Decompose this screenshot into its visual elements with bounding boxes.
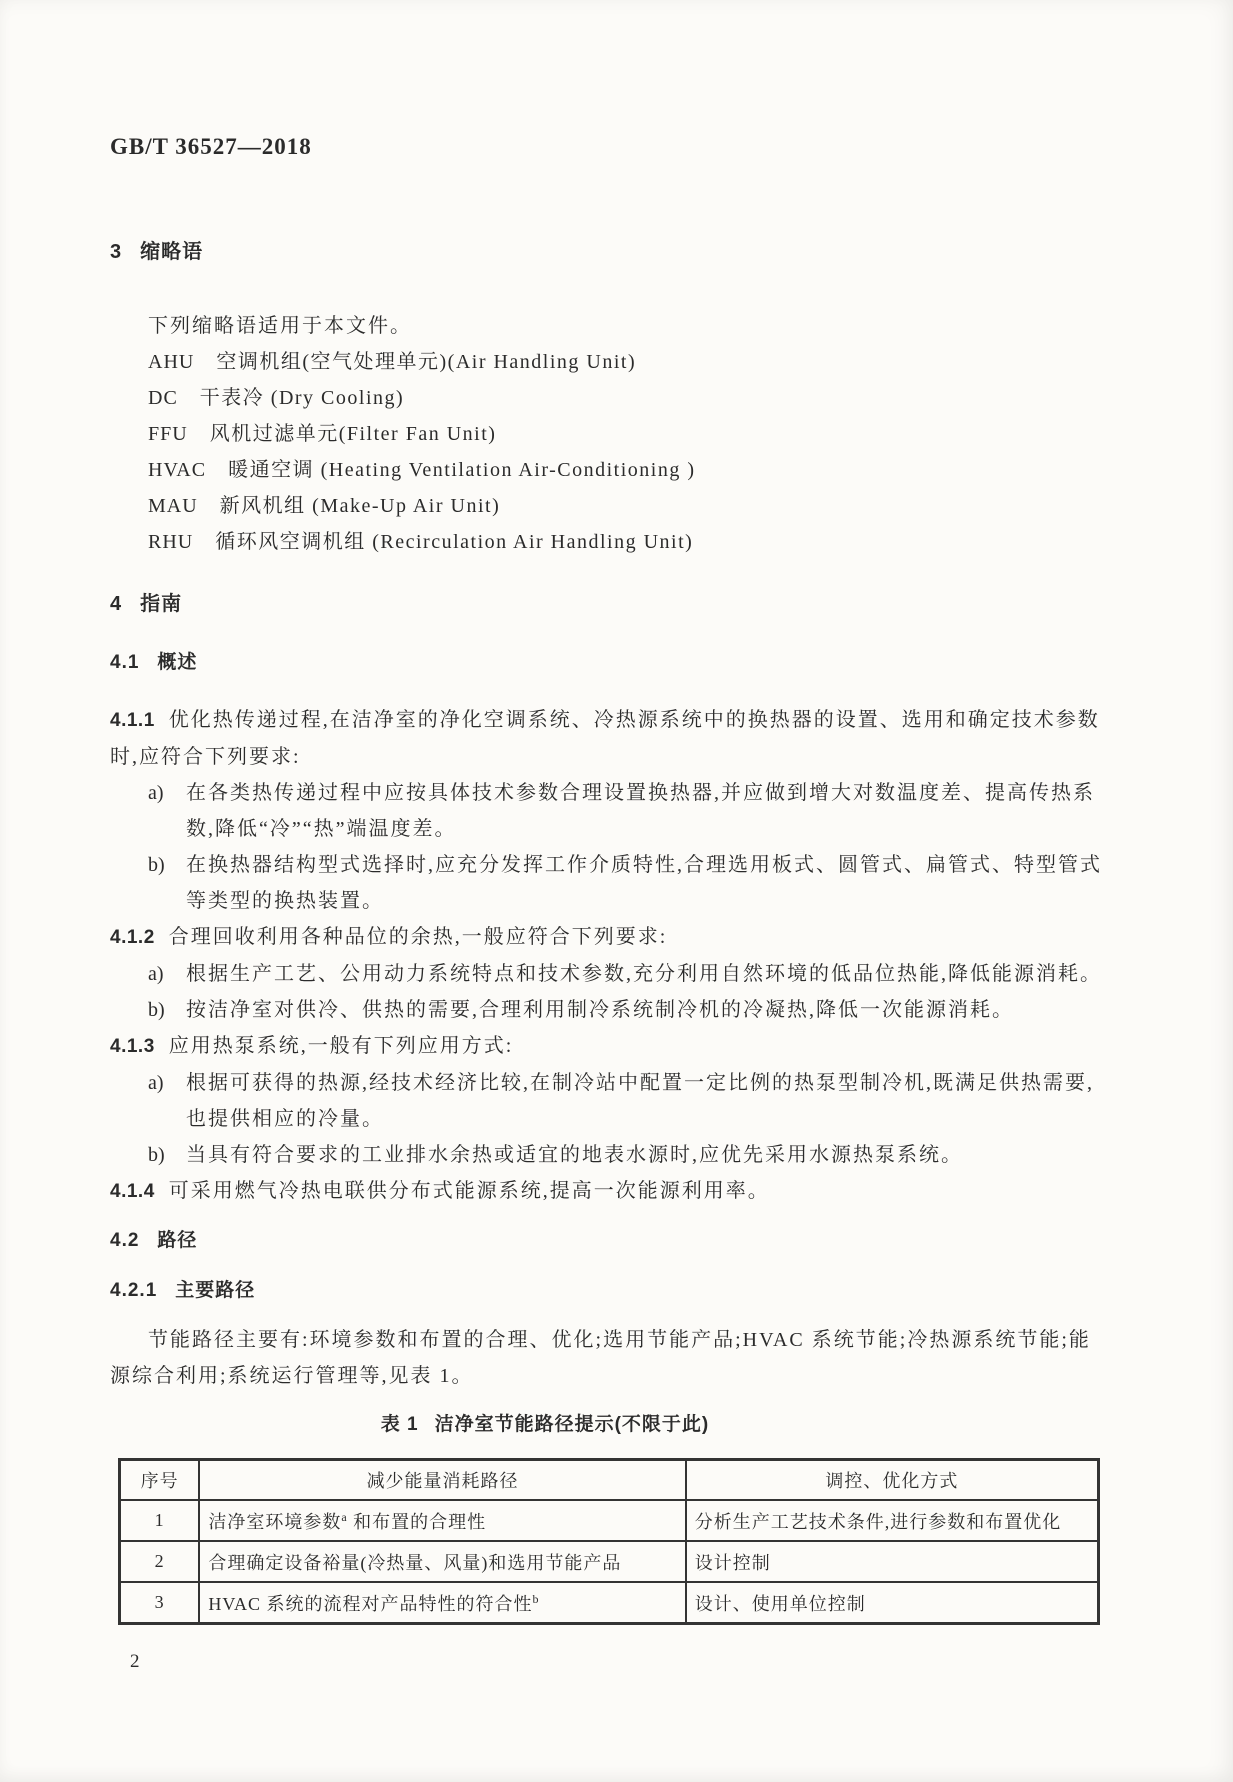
clause-4-1-2 [110,919,1110,956]
list-letter: b) [148,1144,165,1166]
abbreviation-item-ahu [148,344,1110,380]
section-4-2-title: 路径 [157,1230,198,1251]
abbr-intro: 下列缩略语适用于本文件。 [148,315,412,337]
table-1 [118,1458,1100,1625]
clause-4-1-3 [110,1028,1110,1065]
table-caption-text: 洁净室节能路径提示(不限于此) [434,1414,710,1435]
abbr-desc: 风机过滤单元(Filter Fan Unit) [209,423,497,445]
row-index: 3 [120,1582,200,1624]
table-row [120,1541,1099,1582]
abbr-code: RHU [148,531,194,553]
section-4-heading [110,590,1110,618]
abbr-desc: 循环风空调机组 (Recirculation Air Handling Unit) [215,531,694,553]
list-text: 根据生产工艺、公用动力系统特点和技术参数,充分利用自然环境的低品位热能,降低能源消耗。 [186,963,1102,985]
clause-4-1-2-b [148,992,1110,1028]
clause-4-1-1-b [148,847,1110,919]
abbr-code: MAU [148,495,198,517]
section-4-2-1-heading [110,1278,1110,1304]
footnote-ref-a: a [341,1509,348,1524]
page-content [110,0,1110,1673]
abbr-code: HVAC [148,459,207,481]
table-row [120,1500,1099,1541]
column-header-index: 序号 [120,1460,200,1501]
section-3-heading [110,238,1110,266]
clause-4-1-1 [110,702,1110,775]
abbr-code: DC [148,387,178,409]
section-4-number: 4 [110,593,123,615]
section-4-2-heading [110,1228,1110,1254]
footnote-ref-b: b [532,1591,540,1606]
row-path-text: 洁净室环境参数 [208,1511,342,1532]
abbreviation-item-rhu [148,524,1110,560]
abbr-code: FFU [148,423,188,445]
clause-4-1-2-a [148,956,1110,992]
row-path-text: 和布置的合理性 [347,1511,487,1532]
row-path [199,1541,685,1582]
clause-number: 4.1.1 [110,710,155,731]
abbreviation-item-ffu [148,416,1110,452]
row-path-text: 合理确定设备裕量(冷热量、风量)和选用节能产品 [208,1552,622,1573]
abbr-code: AHU [148,351,195,373]
row-index: 2 [120,1541,200,1582]
clause-text: 应用热泵系统,一般有下列应用方式: [168,1035,514,1057]
row-path [199,1500,685,1541]
section-3-number: 3 [110,241,123,263]
list-letter: a) [148,1072,164,1094]
list-text: 当具有符合要求的工业排水余热或适宜的地表水源时,应优先采用水源热泵系统。 [186,1144,963,1166]
section-4-1-number: 4.1 [110,652,140,673]
table-row [120,1582,1099,1624]
list-letter: b) [148,854,165,876]
section-4-2-number: 4.2 [110,1230,140,1251]
clause-text: 可采用燃气冷热电联供分布式能源系统,提高一次能源利用率。 [168,1180,770,1202]
row-path [199,1582,685,1624]
clause-number: 4.1.4 [110,1181,155,1202]
abbreviation-item-mau [148,488,1110,524]
abbr-desc: 干表冷 (Dry Cooling) [199,387,405,409]
list-letter: a) [148,782,164,804]
section-4-2-1-body: 节能路径主要有:环境参数和布置的合理、优化;选用节能产品;HVAC 系统节能;冷热源系统节能;能源综合利用;系统运行管理等,见表 1。 [110,1329,1091,1387]
row-method: 分析生产工艺技术条件,进行参数和布置优化 [686,1500,1099,1541]
list-text: 根据可获得的热源,经技术经济比较,在制冷站中配置一定比例的热泵型制冷机,既满足供热需要,也提供相应的冷量。 [186,1072,1094,1130]
column-header-method: 调控、优化方式 [686,1460,1099,1501]
standard-number: GB/T 36527—2018 [110,134,312,159]
row-method: 设计控制 [686,1541,1099,1582]
abbr-desc: 空调机组(空气处理单元)(Air Handling Unit) [216,351,637,373]
clause-number: 4.1.2 [110,927,155,948]
abbr-desc: 新风机组 (Make-Up Air Unit) [219,495,501,517]
abbreviation-item-dc [148,380,1110,416]
table-header-row [120,1460,1099,1501]
list-text: 按洁净室对供冷、供热的需要,合理利用制冷系统制冷机的冷凝热,降低一次能源消耗。 [186,999,1014,1021]
abbreviation-item-hvac [148,452,1110,488]
clause-4-1-3-a [148,1065,1110,1137]
section-4-2-1-number: 4.2.1 [110,1280,158,1301]
list-text: 在各类热传递过程中应按具体技术参数合理设置换热器,并应做到增大对数温度差、提高传热系数,降低“冷”“热”端温度差。 [186,782,1095,840]
section-4-1-title: 概述 [157,652,198,673]
table-1-caption [110,1412,980,1438]
clause-4-1-4 [110,1173,1110,1210]
section-4-title: 指南 [140,593,183,615]
list-letter: a) [148,963,164,985]
row-index: 1 [120,1500,200,1541]
clause-4-1-1-a [148,775,1110,847]
table-caption-label: 表 1 [380,1414,419,1435]
abbr-desc: 暖通空调 (Heating Ventilation Air-Conditioning ) [228,459,696,481]
clause-list [110,702,1110,1210]
list-text: 在换热器结构型式选择时,应充分发挥工作介质特性,合理选用板式、圆管式、扁管式、特型管式等类型的换热装置。 [186,854,1102,912]
abbreviation-list [110,344,1110,560]
section-4-1-heading [110,650,1110,676]
row-method: 设计、使用单位控制 [686,1582,1099,1624]
clause-text: 合理回收利用各种品位的余热,一般应符合下列要求: [168,926,668,948]
list-letter: b) [148,999,165,1021]
page-number: 2 [130,1651,140,1672]
section-3-title: 缩略语 [140,241,204,263]
row-path-text: HVAC 系统的流程对产品特性的符合性 [208,1593,533,1614]
clause-text: 优化热传递过程,在洁净室的净化空调系统、冷热源系统中的换热器的设置、选用和确定技术参数时,应符合下列要求: [110,709,1100,768]
clause-number: 4.1.3 [110,1036,155,1057]
section-4-2-1-title: 主要路径 [175,1280,256,1301]
clause-4-1-3-b [148,1137,1110,1173]
column-header-path: 减少能量消耗路径 [199,1460,685,1501]
